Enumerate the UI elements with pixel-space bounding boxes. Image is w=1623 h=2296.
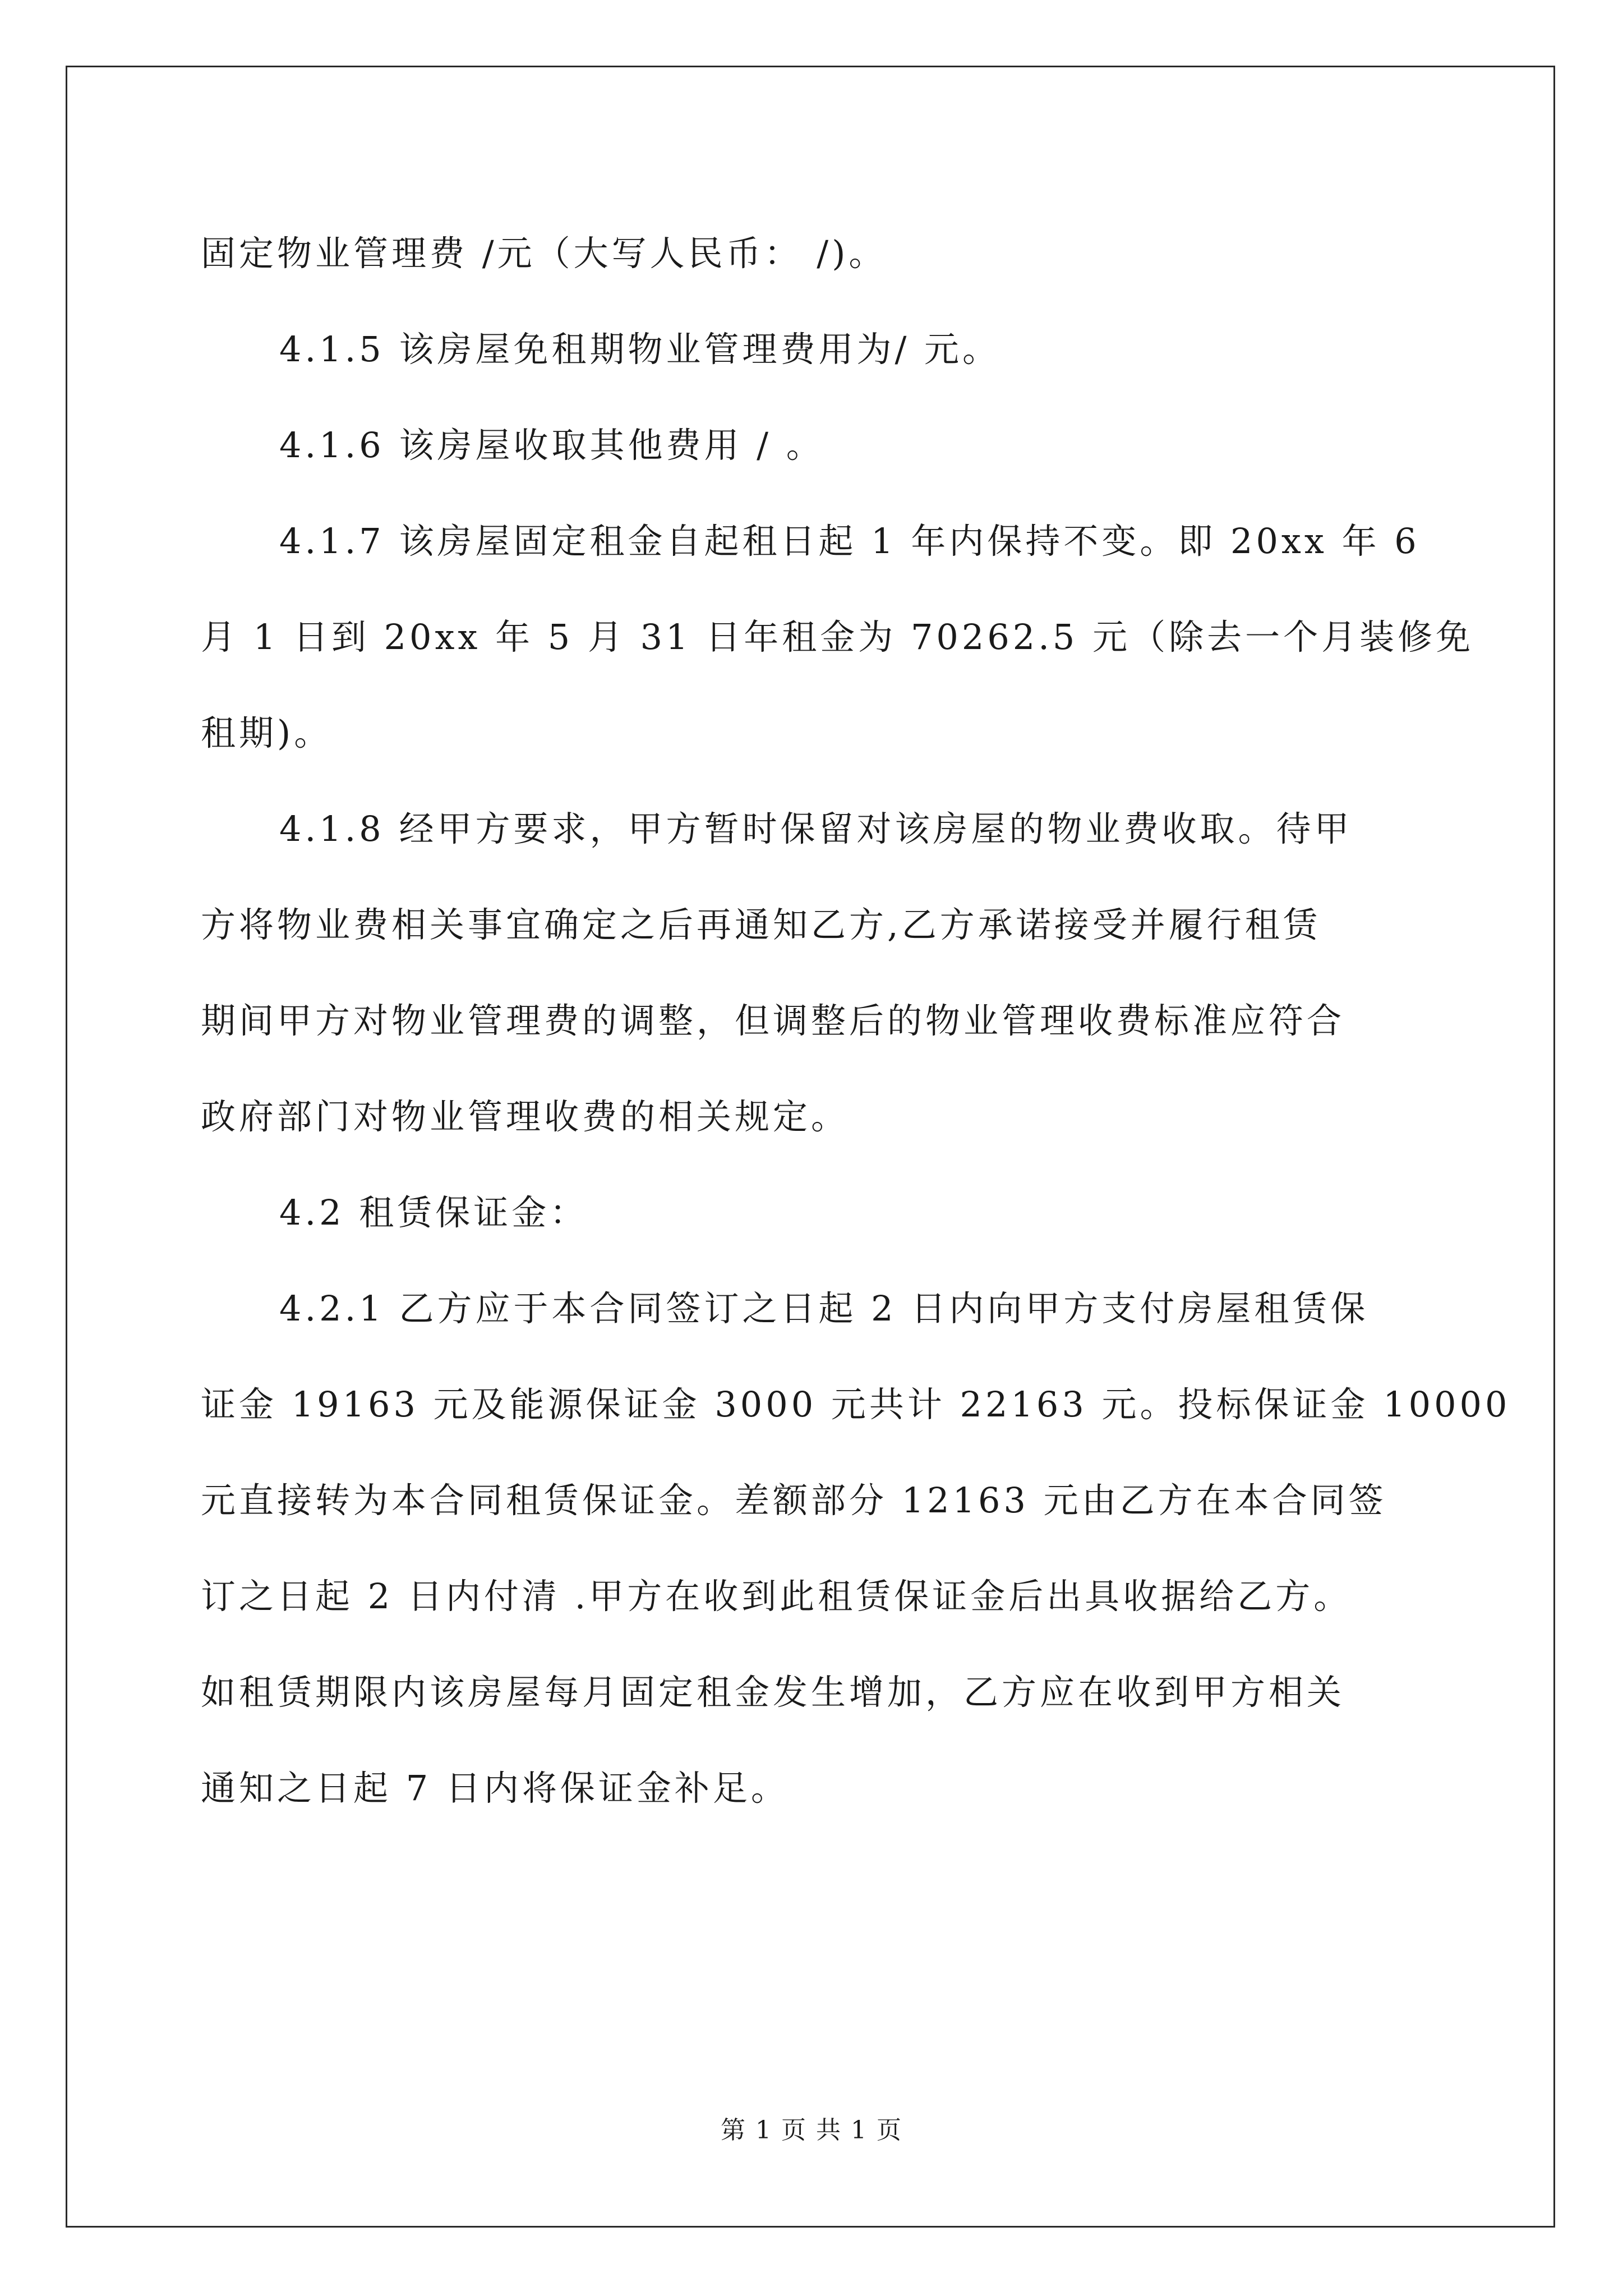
text-line: 元直接转为本合同租赁保证金。差额部分 12163 元由乙方在本合同签 xyxy=(201,1480,1387,1521)
paragraph-4-2-1 xyxy=(201,1260,1511,1836)
text-line: 月 1 日到 20xx 年 5 月 31 日年租金为 70262.5 元（除去一个月装修免 xyxy=(201,616,1474,657)
text-line: 如租赁期限内该房屋每月固定租金发生增加，乙方应在收到甲方相关 xyxy=(201,1672,1345,1713)
text-line: 订之日起 2 日内付清 .甲方在收到此租赁保证金后出具收据给乙方。 xyxy=(201,1576,1352,1617)
paragraph-4-1-7 xyxy=(201,493,1474,781)
text-line: 4.2.1 乙方应于本合同签订之日起 2 日内向甲方支付房屋租赁保 xyxy=(279,1288,1369,1329)
text-line: 4.2 租赁保证金： xyxy=(279,1192,588,1233)
paragraph-4-1-8 xyxy=(201,781,1423,1165)
paragraph-4-1-5 xyxy=(201,301,1423,397)
text-line: 期间甲方对物业管理费的调整，但调整后的物业管理收费标准应符合 xyxy=(201,1000,1345,1041)
document-body xyxy=(201,205,1511,1836)
paragraph-4-2-heading xyxy=(201,1165,1423,1260)
page-number-footer: 第 1 页 共 1 页 xyxy=(721,2116,902,2145)
text-line: 租期)。 xyxy=(201,712,333,753)
text-line: 4.1.6 该房屋收取其他费用 / 。 xyxy=(279,425,824,466)
text-line: 证金 19163 元及能源保证金 3000 元共计 22163 元。投标保证金 10000 xyxy=(201,1384,1511,1425)
paragraph-fixed-property-fee xyxy=(201,205,1423,301)
text-line: 方将物业费相关事宜确定之后再通知乙方,乙方承诺接受并履行租赁 xyxy=(201,904,1321,945)
text-line: 政府部门对物业管理收费的相关规定。 xyxy=(201,1096,850,1137)
text-line: 通知之日起 7 日内将保证金补足。 xyxy=(201,1768,789,1809)
text-line: 4.1.5 该房屋免租期物业管理费用为/ 元。 xyxy=(279,329,1001,370)
text-line: 固定物业管理费 /元（大写人民币： /)。 xyxy=(201,233,887,274)
text-line: 4.1.8 经甲方要求，甲方暂时保留对该房屋的物业费收取。待甲 xyxy=(279,808,1353,849)
paragraph-4-1-6 xyxy=(201,397,1423,493)
text-line: 4.1.7 该房屋固定租金自起租日起 1 年内保持不变。即 20xx 年 6 xyxy=(279,521,1420,562)
